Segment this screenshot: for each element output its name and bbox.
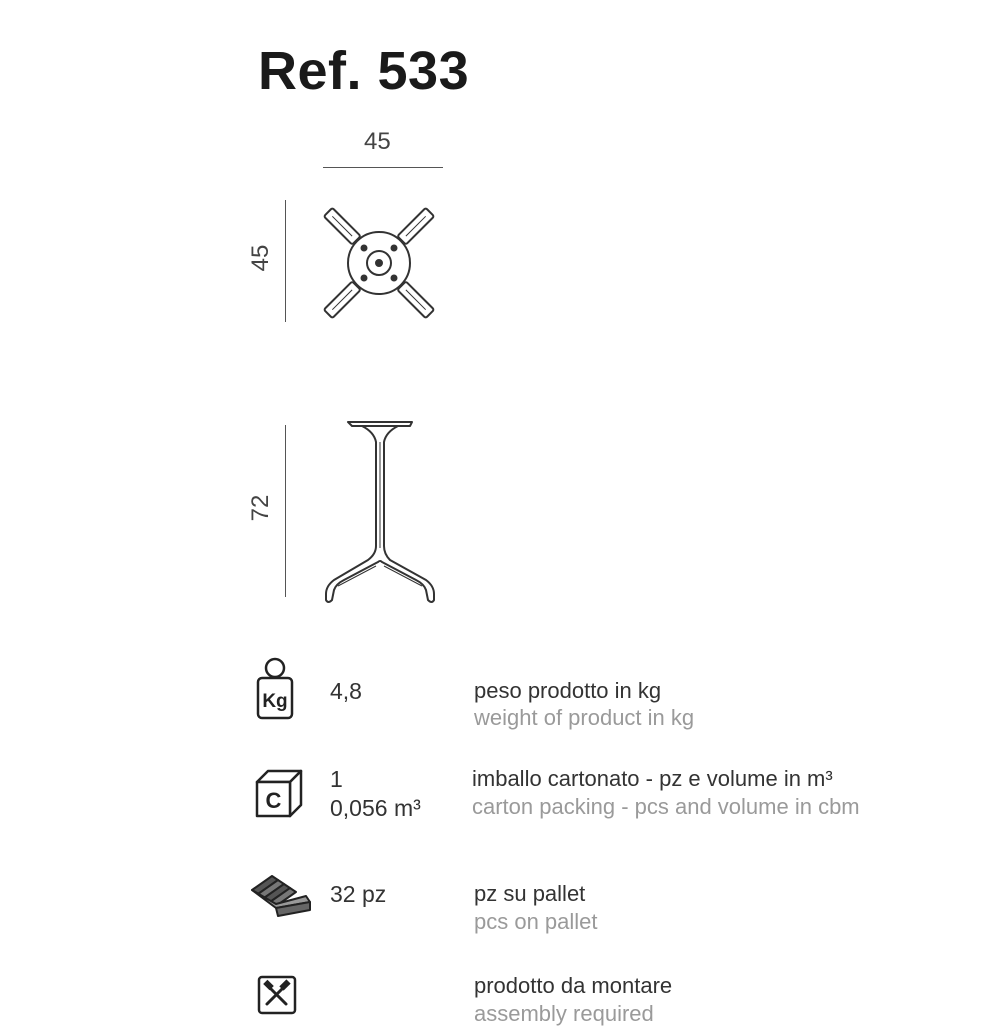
weight-kg-icon xyxy=(254,656,296,720)
top-depth-dimension-line xyxy=(285,200,286,322)
base-top-view-drawing xyxy=(316,200,442,326)
top-width-dimension: 45 xyxy=(364,128,391,155)
assembly-label-it: prodotto da montare xyxy=(474,973,673,998)
base-side-view-drawing xyxy=(318,418,444,608)
carton-label-it: imballo cartonato - pz e volume in m³ xyxy=(472,766,833,791)
carton-box-icon xyxy=(254,768,304,820)
top-width-dimension-line xyxy=(323,167,443,168)
carton-pieces-value: 1 xyxy=(330,766,343,792)
carton-box-icon-text: C xyxy=(265,788,282,813)
carton-label-en: carton packing - pcs and volume in cbm xyxy=(472,794,860,819)
top-depth-dimension: 45 xyxy=(247,244,274,272)
assembly-label-en: assembly required xyxy=(474,1001,654,1026)
weight-kg-icon-text: Kg xyxy=(262,691,288,712)
pallet-label-en: pcs on pallet xyxy=(474,909,598,934)
assembly-tools-icon xyxy=(256,974,298,1016)
height-dimension: 72 xyxy=(247,494,274,522)
pallet-label-it: pz su pallet xyxy=(474,881,586,906)
weight-label-en: weight of product in kg xyxy=(474,705,695,730)
pallet-icon xyxy=(248,872,314,922)
weight-value: 4,8 xyxy=(330,678,362,704)
height-dimension-line xyxy=(285,425,286,597)
page-title: Ref. 533 xyxy=(258,41,470,101)
weight-label-it: peso prodotto in kg xyxy=(474,678,662,703)
carton-volume-value: 0,056 m³ xyxy=(330,795,421,821)
pallet-value: 32 pz xyxy=(330,881,387,907)
